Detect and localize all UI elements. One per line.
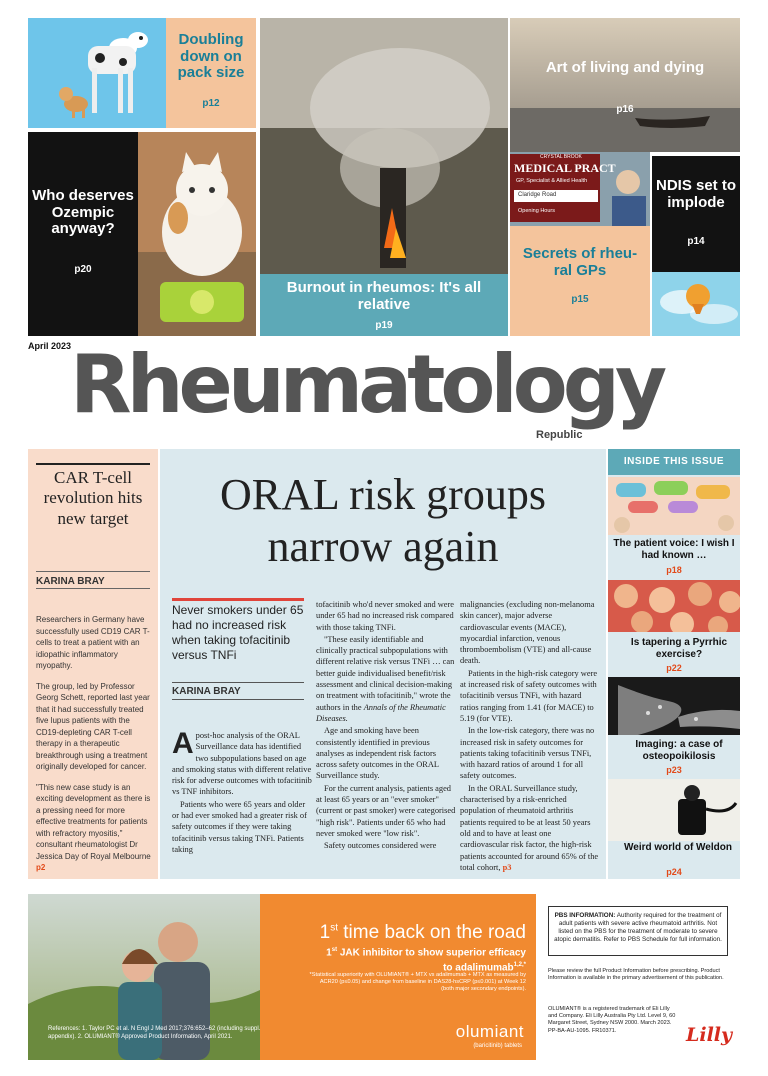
left-story-paragraph: Researchers in Germany have successfully used CD19 CAR T-cells to treat a patient with an idiopathic inflammatory myopathy.	[36, 615, 150, 670]
cover-art-image[interactable]	[510, 18, 740, 152]
main-story-byline: KARINA BRAY	[172, 686, 241, 697]
cover-burnout-page: p19	[375, 320, 393, 331]
cover-rural-title: Secrets of rheu-ral GPs	[522, 245, 638, 279]
xray-image[interactable]	[608, 677, 740, 735]
medical-sign-line2: MEDICAL PRACT	[514, 161, 616, 175]
cover-burnout-panel[interactable]	[260, 274, 508, 336]
sidebar-item-page: p22	[666, 663, 682, 673]
ad-subheadline: 1st JAK inhibitor to show superior efficacy to adalimumab$^{1,2,*}$	[326, 947, 526, 974]
cover-burnout-image[interactable]	[260, 18, 508, 274]
main-story-column-2: tofacitinib who'd never smoked and were under 65 had no increased risk compared with those taking TNFi. "These easily identifiable and clinically practical subpopulations with different relative risk versus TNFi … can better guide individualised benefit/risk assessment and clinical decision-making on treatment with tofacitinib," wrote the authors in the Annals of the Rheumatic Diseases. Age and smoking have been consistently identified in previous analyses as independent risk factors across safety outcomes in the ORAL Surveillance study. For the current analysis, patients aged at least 65 years or an "ever smoker" (current or past smoker) were categorised "high risk". Patients under 65 who had never smoked were "low risk". Safety outcomes considered were	[316, 600, 456, 851]
olumiant-logo-sub: (baricitinib) tablets	[473, 1043, 522, 1049]
sidebar-item-page: p18	[666, 565, 682, 575]
cover-cat-image[interactable]	[138, 132, 256, 336]
inside-this-issue	[608, 449, 740, 879]
weldon-image[interactable]	[608, 779, 740, 841]
left-story-paragraph: "This new case study is an exciting development as there is a pressing need for more effective treatments for patients with refractory myositis," consultant rheumatologist Dr Jessica Day of Royal Melbourne p2	[36, 782, 151, 872]
masthead-subtitle: Republic	[536, 429, 583, 441]
issue-date: April 2023	[28, 341, 72, 351]
cover-art-page: p16	[616, 104, 634, 115]
cover-medical-sign-image[interactable]	[510, 152, 650, 226]
cover-burnout-title: Burnout in rheumos: It's all relative	[286, 279, 482, 313]
masthead-title: Rheumatology	[70, 338, 663, 431]
left-story-paragraph: The group, led by Professor Georg Schett, reported last year that it had successfully treated five lupus patients with the CD19-depleting CAR T-cell therapy in a therapeutic breakthrough using a treatment originally developed for cancer.	[36, 681, 150, 771]
main-byline-rule-top	[172, 682, 304, 683]
cover-dogs-image[interactable]	[28, 18, 166, 128]
cover-doubling-title: Doubling down on pack size	[177, 31, 245, 81]
main-story-column-3: malignancies (excluding non-melanoma skin cancer), major adverse cardiovascular events (MACE), myocardial infarction, venous thromboembolism (VTE) and all-cause death. Patients in the high-risk category were at increased risk of safety outcomes with tofacitinib versus TNFi, with hazard ratios ranging from 1.41 (for MACE) to 5.19 (for VTE). In the low-risk category, there was no increased risk in safety outcomes for patients taking tofacitinib versus TNFi, with hazard ratios of around 1 for all safety outcomes. In the ORAL Surveillance study, characterised by a risk-enriched population of rheumatoid arthritis patients required to be at least 50 years old and to have at least one cardiovascular risk factor, the high-risk patients accounted for around 65% of the total cohort, p3	[460, 600, 599, 872]
sidebar-item-title[interactable]: Imaging: a case of osteopoikilosis	[635, 739, 723, 762]
medical-sign-hours: Opening Hours	[518, 208, 555, 214]
main-story	[160, 449, 606, 879]
medical-sign-street: Claridge Road	[518, 192, 557, 198]
ad-headline: 1st time back on the road	[319, 922, 526, 943]
medical-sign-line3: GP, Specialist & Allied Health	[516, 178, 588, 184]
sidebar-item-title[interactable]: Is tapering a Pyrrhic exercise?	[630, 637, 728, 660]
left-story-headline[interactable]: CAR T-cell revolution hits new target	[43, 468, 143, 528]
inside-this-issue-heading: INSIDE THIS ISSUE	[608, 449, 740, 475]
main-story-standfirst: Never smokers under 65 had no increased risk when taking tofacitinib versus TNFi	[172, 603, 304, 662]
ad-small-print: *Statistical superiority with OLUMIANT® + MTX vs adalimumab + MTX as measured by ACR20 (p≤0.05) and change from baseline in DAS28-hsCRP (p≤0.001) at Week 12 (both major secondary endpoints).	[309, 972, 526, 992]
left-story-top-rule	[36, 463, 150, 465]
cover-balloon-image[interactable]	[652, 272, 740, 336]
left-story-byline-rule	[36, 571, 150, 572]
cover-doubling-page: p12	[202, 98, 220, 109]
left-story[interactable]	[28, 449, 158, 879]
ad-references: References: 1. Taylor PC et al. N Engl J Med 2017;376:652–62 (including suppl. appendix). 2. OLUMIANT® Approved Product Information, April 2021.	[48, 1026, 260, 1040]
patient-voice-image[interactable]	[608, 477, 740, 535]
standfirst-rule	[172, 598, 304, 601]
main-byline-rule-bottom	[172, 699, 304, 700]
cover-ozempic-page: p20	[74, 264, 92, 275]
sidebar-item-title[interactable]: Weird world of Weldon	[624, 842, 732, 853]
left-story-byline: KARINA BRAY	[36, 576, 105, 587]
sidebar-item-page: p24	[666, 867, 682, 877]
pbs-information-box: PBS INFORMATION: Authority required for the treatment of adult patients with severe active rheumatoid arthritis. Not listed on the PBS for the treatment of moderate to severe atopic dermatitis. Refer to PBS Schedule for full information.	[548, 906, 728, 956]
sidebar-item-page: p23	[666, 765, 682, 775]
lilly-logo: Lilly	[686, 1024, 733, 1046]
trademark-note: OLUMIANT® is a registered trademark of Eli Lilly and Company. Eli Lilly Australia Pty Ltd. Level 9, 60 Margaret Street, Sydney NSW 2000. March 2023. PP-BA-AU-1095. FR10371.	[548, 1006, 676, 1034]
cover-ndis-title: NDIS set to implode	[655, 177, 736, 211]
sidebar-item-title[interactable]: The patient voice: I wish I had known …	[613, 538, 735, 561]
main-story-headline[interactable]: ORAL risk groups narrow again	[220, 470, 546, 571]
medical-sign-line1: CRYSTAL BROOK	[540, 154, 582, 160]
olumiant-ad-panel[interactable]	[260, 894, 536, 1060]
cover-ozempic-title: Who deserves Ozempic anyway?	[32, 187, 134, 237]
cover-ndis-page: p14	[687, 236, 705, 247]
ad-couple-image[interactable]	[28, 894, 260, 1060]
main-story-page-ref[interactable]: p3	[502, 862, 512, 872]
olumiant-logo: olumiant	[455, 1022, 524, 1041]
cover-doubling-panel[interactable]	[166, 18, 256, 128]
cover-rural-page: p15	[571, 294, 589, 305]
ad-info-panel	[536, 894, 740, 1060]
left-story-body	[36, 614, 154, 883]
cover-ozempic-panel[interactable]	[28, 132, 138, 336]
cover-rural-panel[interactable]	[510, 226, 650, 336]
left-story-byline-rule-bottom	[36, 588, 150, 589]
cover-ndis-panel[interactable]	[652, 156, 740, 272]
product-info-note: Please review the full Product Information before prescribing. Product Information is available in the primary advertisement of this publication.	[548, 968, 724, 982]
laughing-faces-image[interactable]	[608, 580, 740, 632]
cover-art-title: Art of living and dying	[545, 59, 705, 76]
journal-name: Annals of the Rheumatic Diseases.	[316, 702, 446, 723]
left-story-page-ref[interactable]: p2	[36, 863, 46, 872]
drop-cap: A	[172, 727, 194, 760]
main-story-column-1: Apost-hoc analysis of the ORAL Surveillance data has identified two subpopulations based on age and smoking status with different relative risk for adverse outcomes with tofacitinib vs TNF inhibitors. Patients who were 65 years and older or had ever smoked had a greater risk of safety outcomes if they were taking tofacitinib versus taking TNFi. Patients taking	[172, 727, 312, 854]
